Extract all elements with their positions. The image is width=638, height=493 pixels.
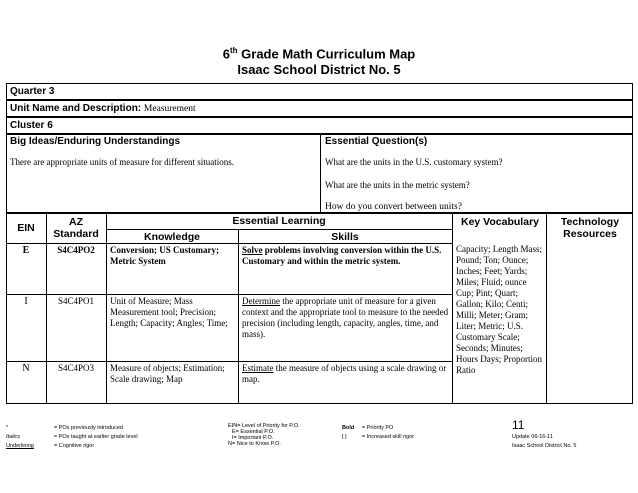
header-knowledge: Knowledge	[143, 231, 200, 243]
legend-key: Underlining	[6, 443, 34, 449]
legend-value: = Cognitive rigor	[54, 443, 95, 449]
row-skills	[242, 245, 450, 267]
header-essential-learning: Essential Learning	[232, 215, 326, 227]
page-title	[0, 46, 638, 61]
cluster-label: Cluster 6	[10, 120, 53, 131]
district-title: Isaac School District No. 5	[237, 62, 401, 77]
legend-value: = POs previously introduced	[54, 425, 123, 431]
big-ideas-heading: Big Ideas/Enduring Understandings	[10, 136, 181, 147]
unit-label: Unit Name and Description:	[10, 103, 142, 114]
row-knowledge: Conversion; US Customary; Metric System	[110, 245, 219, 266]
skill-text: the appropriate unit of measure for a given context and the appropriate tool to measure to the needed precision (including length, capacity, angles, time, and mass).	[242, 296, 449, 339]
unit-value: Measurement	[143, 104, 196, 114]
skill-verb: Solve	[242, 245, 263, 255]
legend-value: = Priority PO	[362, 425, 394, 431]
legend-key: Italics	[6, 434, 21, 440]
row-skills	[242, 296, 450, 340]
ein-legend-line: E= Essential P.O.	[232, 429, 275, 435]
skill-text: the measure of objects using a scale drawing or map.	[242, 363, 447, 384]
row-standard: S4C4PO3	[57, 363, 94, 373]
legend-key: [ ]	[342, 434, 347, 440]
ein-legend-line: N= Nice to Know P.O.	[228, 441, 281, 447]
legend-value: = Increased skill rigor	[362, 434, 415, 440]
row-ein: N	[22, 363, 30, 374]
legend-value: = POs taught at earlier grade level	[54, 434, 138, 440]
title-text: Grade Math Curriculum Map	[237, 46, 416, 62]
update-date: Update 06-16-11	[512, 434, 553, 440]
row-standard: S4C4PO2	[57, 245, 95, 255]
grade-number: 6	[222, 46, 230, 62]
essential-question: How do you convert between units?	[325, 202, 462, 212]
cluster-row	[6, 117, 633, 134]
row-skills	[242, 363, 450, 385]
row-standard: S4C4PO1	[57, 296, 94, 306]
skill-verb: Estimate	[242, 363, 274, 373]
quarter-row	[6, 83, 633, 100]
header-key-vocabulary: Key Vocabulary	[460, 216, 539, 228]
essential-question: What are the units in the U.S. customary system?	[325, 157, 503, 167]
quarter-label: Quarter 3	[10, 86, 55, 97]
row-knowledge: Measure of objects; Estimation; Scale drawing; Map	[110, 363, 225, 384]
unit-row	[6, 100, 633, 117]
header-az-standard: AZ Standard	[53, 216, 99, 240]
essential-question: What are the units in the metric system?	[325, 180, 470, 190]
row-ein: I	[24, 296, 28, 307]
header-ein: EIN	[17, 222, 35, 234]
row-knowledge: Unit of Measure; Mass Measurement tool; Precision; Length; Capacity; Angles; Time;	[110, 296, 228, 328]
key-vocabulary-list: Capacity; Length Mass; Pound; Ton; Ounce; Inches; Feet; Yards; Miles; Fluid; ounce Cup; Pint; Quart; Gallon; Kilo; Centi; Milli; Meter; Gram; Liter; Metric; U.S. Customary Scale; Seconds; Minutes; Hours Days; Proportion Ratio	[456, 244, 542, 375]
page-number: 11	[512, 418, 525, 432]
row-ein: E	[22, 245, 30, 256]
header-skills: Skills	[331, 231, 359, 243]
ein-legend-line: EIN= Level of Priority for P.O.	[228, 423, 300, 429]
footer-district: Isaac School District No. 5	[512, 443, 577, 449]
legend-key: *	[6, 425, 9, 431]
big-ideas-text: There are appropriate units of measure for different situations.	[10, 157, 234, 167]
ein-legend-line: I= Important P.O.	[232, 435, 274, 441]
legend-key: Bold	[342, 425, 355, 431]
header-technology-resources: Technology Resources	[560, 216, 620, 240]
grade-suffix: th	[229, 46, 238, 55]
essential-questions-heading: Essential Question(s)	[325, 136, 428, 147]
skill-text: problems involving conversion within the U.S. Customary and within the metric system.	[242, 245, 442, 266]
skill-verb: Determine	[242, 296, 280, 306]
